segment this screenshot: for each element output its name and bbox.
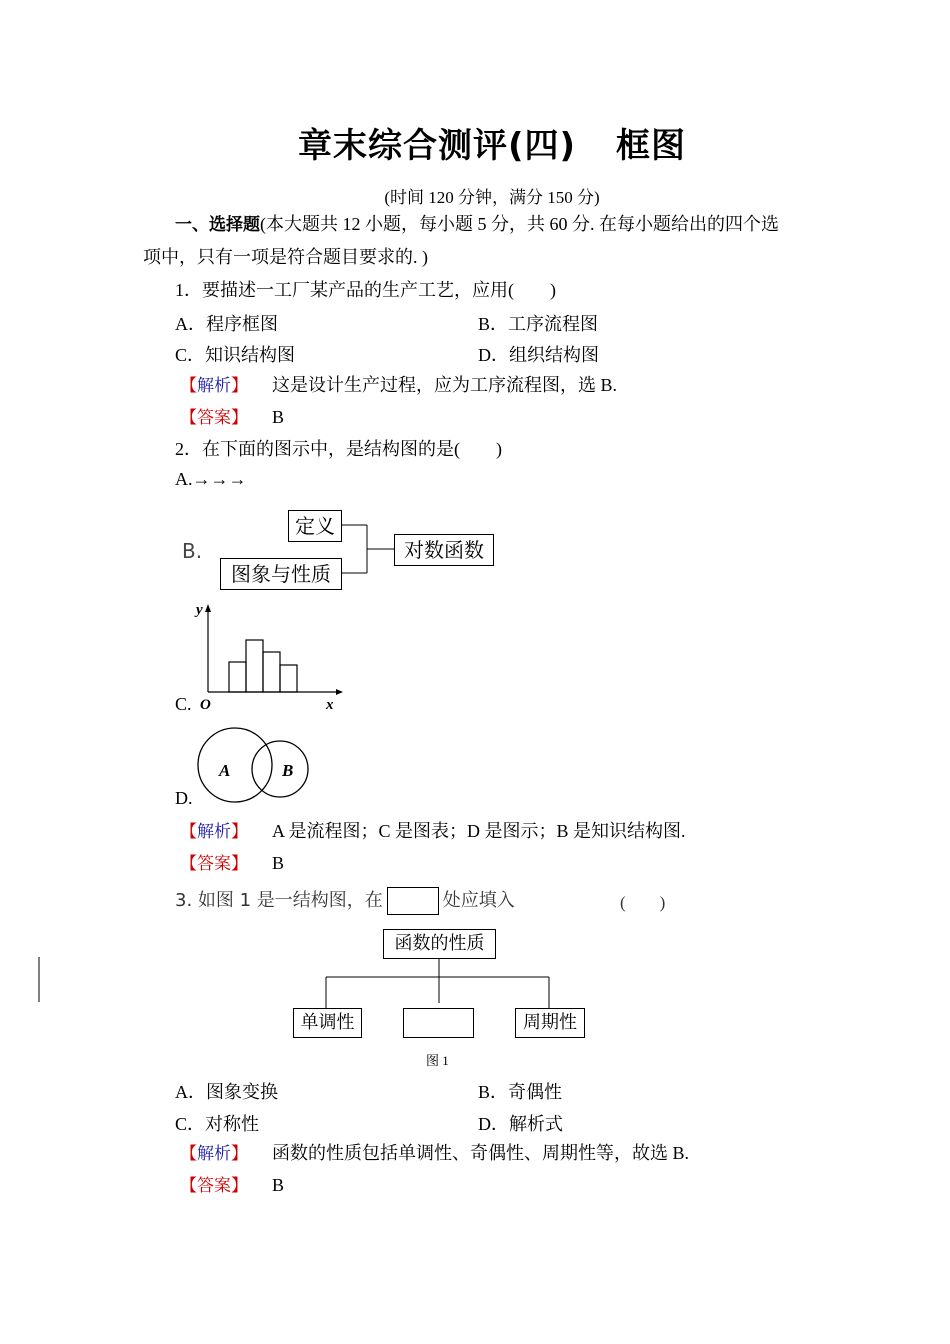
q2-option-d-label: D. bbox=[175, 788, 193, 808]
set-b-circle bbox=[252, 741, 308, 797]
q3-option-a: A．图象变换 bbox=[175, 1082, 278, 1102]
q1-option-c: C．知识结构图 bbox=[175, 345, 296, 365]
set-a-label: A bbox=[219, 761, 231, 780]
q1-answer bbox=[180, 405, 284, 430]
title-topic: 框图 bbox=[616, 126, 687, 166]
q3-option-b: B．奇偶性 bbox=[478, 1082, 563, 1102]
answer-tag: 【答案】 bbox=[180, 854, 248, 874]
q1-option-a: A．程序框图 bbox=[175, 314, 278, 334]
box-graph-properties: 图象与性质 bbox=[220, 558, 342, 590]
q3-stem-post: 处应填入 bbox=[442, 890, 515, 911]
q3-tree-lines bbox=[0, 955, 950, 1035]
q3-figure-caption: 图 1 bbox=[426, 1053, 449, 1068]
q3-analysis-text: 函数的性质包括单调性、奇偶性、周期性等，故选 B. bbox=[272, 1143, 690, 1163]
origin-letter: O bbox=[200, 697, 211, 713]
q3-answer-value: B bbox=[272, 1175, 285, 1195]
q3-box-periodicity: 周期性 bbox=[515, 1008, 585, 1038]
box-log-function: 对数函数 bbox=[394, 534, 494, 566]
q3-option-d: D．解析式 bbox=[478, 1114, 563, 1134]
x-axis-arrow bbox=[336, 689, 343, 695]
q2-stem: 2．在下面的图示中，是结构图的是( ) bbox=[175, 439, 502, 459]
q3-root-box: 函数的性质 bbox=[383, 929, 496, 959]
exam-subtitle: (时间 120 分钟，满分 150 分) bbox=[384, 188, 600, 207]
analysis-tag: 【解析】 bbox=[180, 376, 248, 396]
section-intro-text: (本大题共 12 小题，每小题 5 分，共 60 分. 在每小题给出的四个选 bbox=[260, 214, 779, 234]
q1-answer-value: B bbox=[272, 407, 285, 427]
q1-analysis bbox=[180, 373, 617, 398]
section-intro-line2: 项中，只有一项是符合题目要求的. ) bbox=[143, 247, 428, 267]
q3-answer bbox=[180, 1173, 284, 1198]
q2-analysis-text: A 是流程图；C 是图表；D 是图示；B 是知识结构图. bbox=[272, 821, 686, 841]
q2-answer-value: B bbox=[272, 853, 285, 873]
analysis-tag: 【解析】 bbox=[180, 822, 248, 842]
x-axis-letter: x bbox=[326, 697, 334, 713]
q2-option-a: A.→→→ bbox=[175, 469, 247, 489]
histogram-bar bbox=[263, 652, 280, 692]
box-definition: 定义 bbox=[288, 510, 342, 542]
analysis-tag: 【解析】 bbox=[180, 1144, 248, 1164]
title-main: 章末综合测评(四) bbox=[297, 126, 577, 166]
q1-option-b: B．工序流程图 bbox=[478, 314, 599, 334]
section-label: 一、选择题 bbox=[175, 215, 260, 235]
section-intro-line1 bbox=[175, 212, 779, 237]
q3-blank-box bbox=[387, 887, 439, 915]
set-b-label: B bbox=[282, 761, 294, 780]
q2-option-c-label: C. bbox=[175, 694, 192, 714]
histogram-bar bbox=[280, 665, 297, 692]
answer-tag: 【答案】 bbox=[180, 408, 248, 428]
q2-option-b-label: B. bbox=[182, 539, 203, 563]
q3-option-c: C．对称性 bbox=[175, 1114, 260, 1134]
q1-analysis-text: 这是设计生产过程，应为工序流程图，选 B. bbox=[272, 375, 618, 395]
q3-box-monotonicity: 单调性 bbox=[293, 1008, 362, 1038]
q3-analysis bbox=[180, 1141, 689, 1166]
q2-option-d-venn bbox=[196, 726, 336, 806]
answer-tag: 【答案】 bbox=[180, 1176, 248, 1196]
histogram-bar bbox=[229, 662, 246, 692]
q2-answer bbox=[180, 851, 284, 876]
q1-stem: 1．要描述一工厂某产品的生产工艺，应用( ) bbox=[175, 280, 556, 300]
y-axis-arrow bbox=[205, 604, 211, 612]
q3-stem bbox=[175, 886, 515, 915]
q1-option-d: D．组织结构图 bbox=[478, 345, 599, 365]
histogram-bar bbox=[246, 640, 263, 692]
q3-stem-pre: 3. 如图 1 是一结构图，在 bbox=[175, 890, 383, 911]
set-a-circle bbox=[198, 728, 272, 802]
q2-analysis bbox=[180, 819, 686, 844]
q3-paren: ( ) bbox=[620, 893, 666, 912]
q3-box-blank bbox=[403, 1008, 474, 1038]
q2-option-c-histogram bbox=[196, 600, 366, 713]
y-axis-letter: y bbox=[196, 602, 203, 618]
page-title bbox=[0, 118, 950, 167]
